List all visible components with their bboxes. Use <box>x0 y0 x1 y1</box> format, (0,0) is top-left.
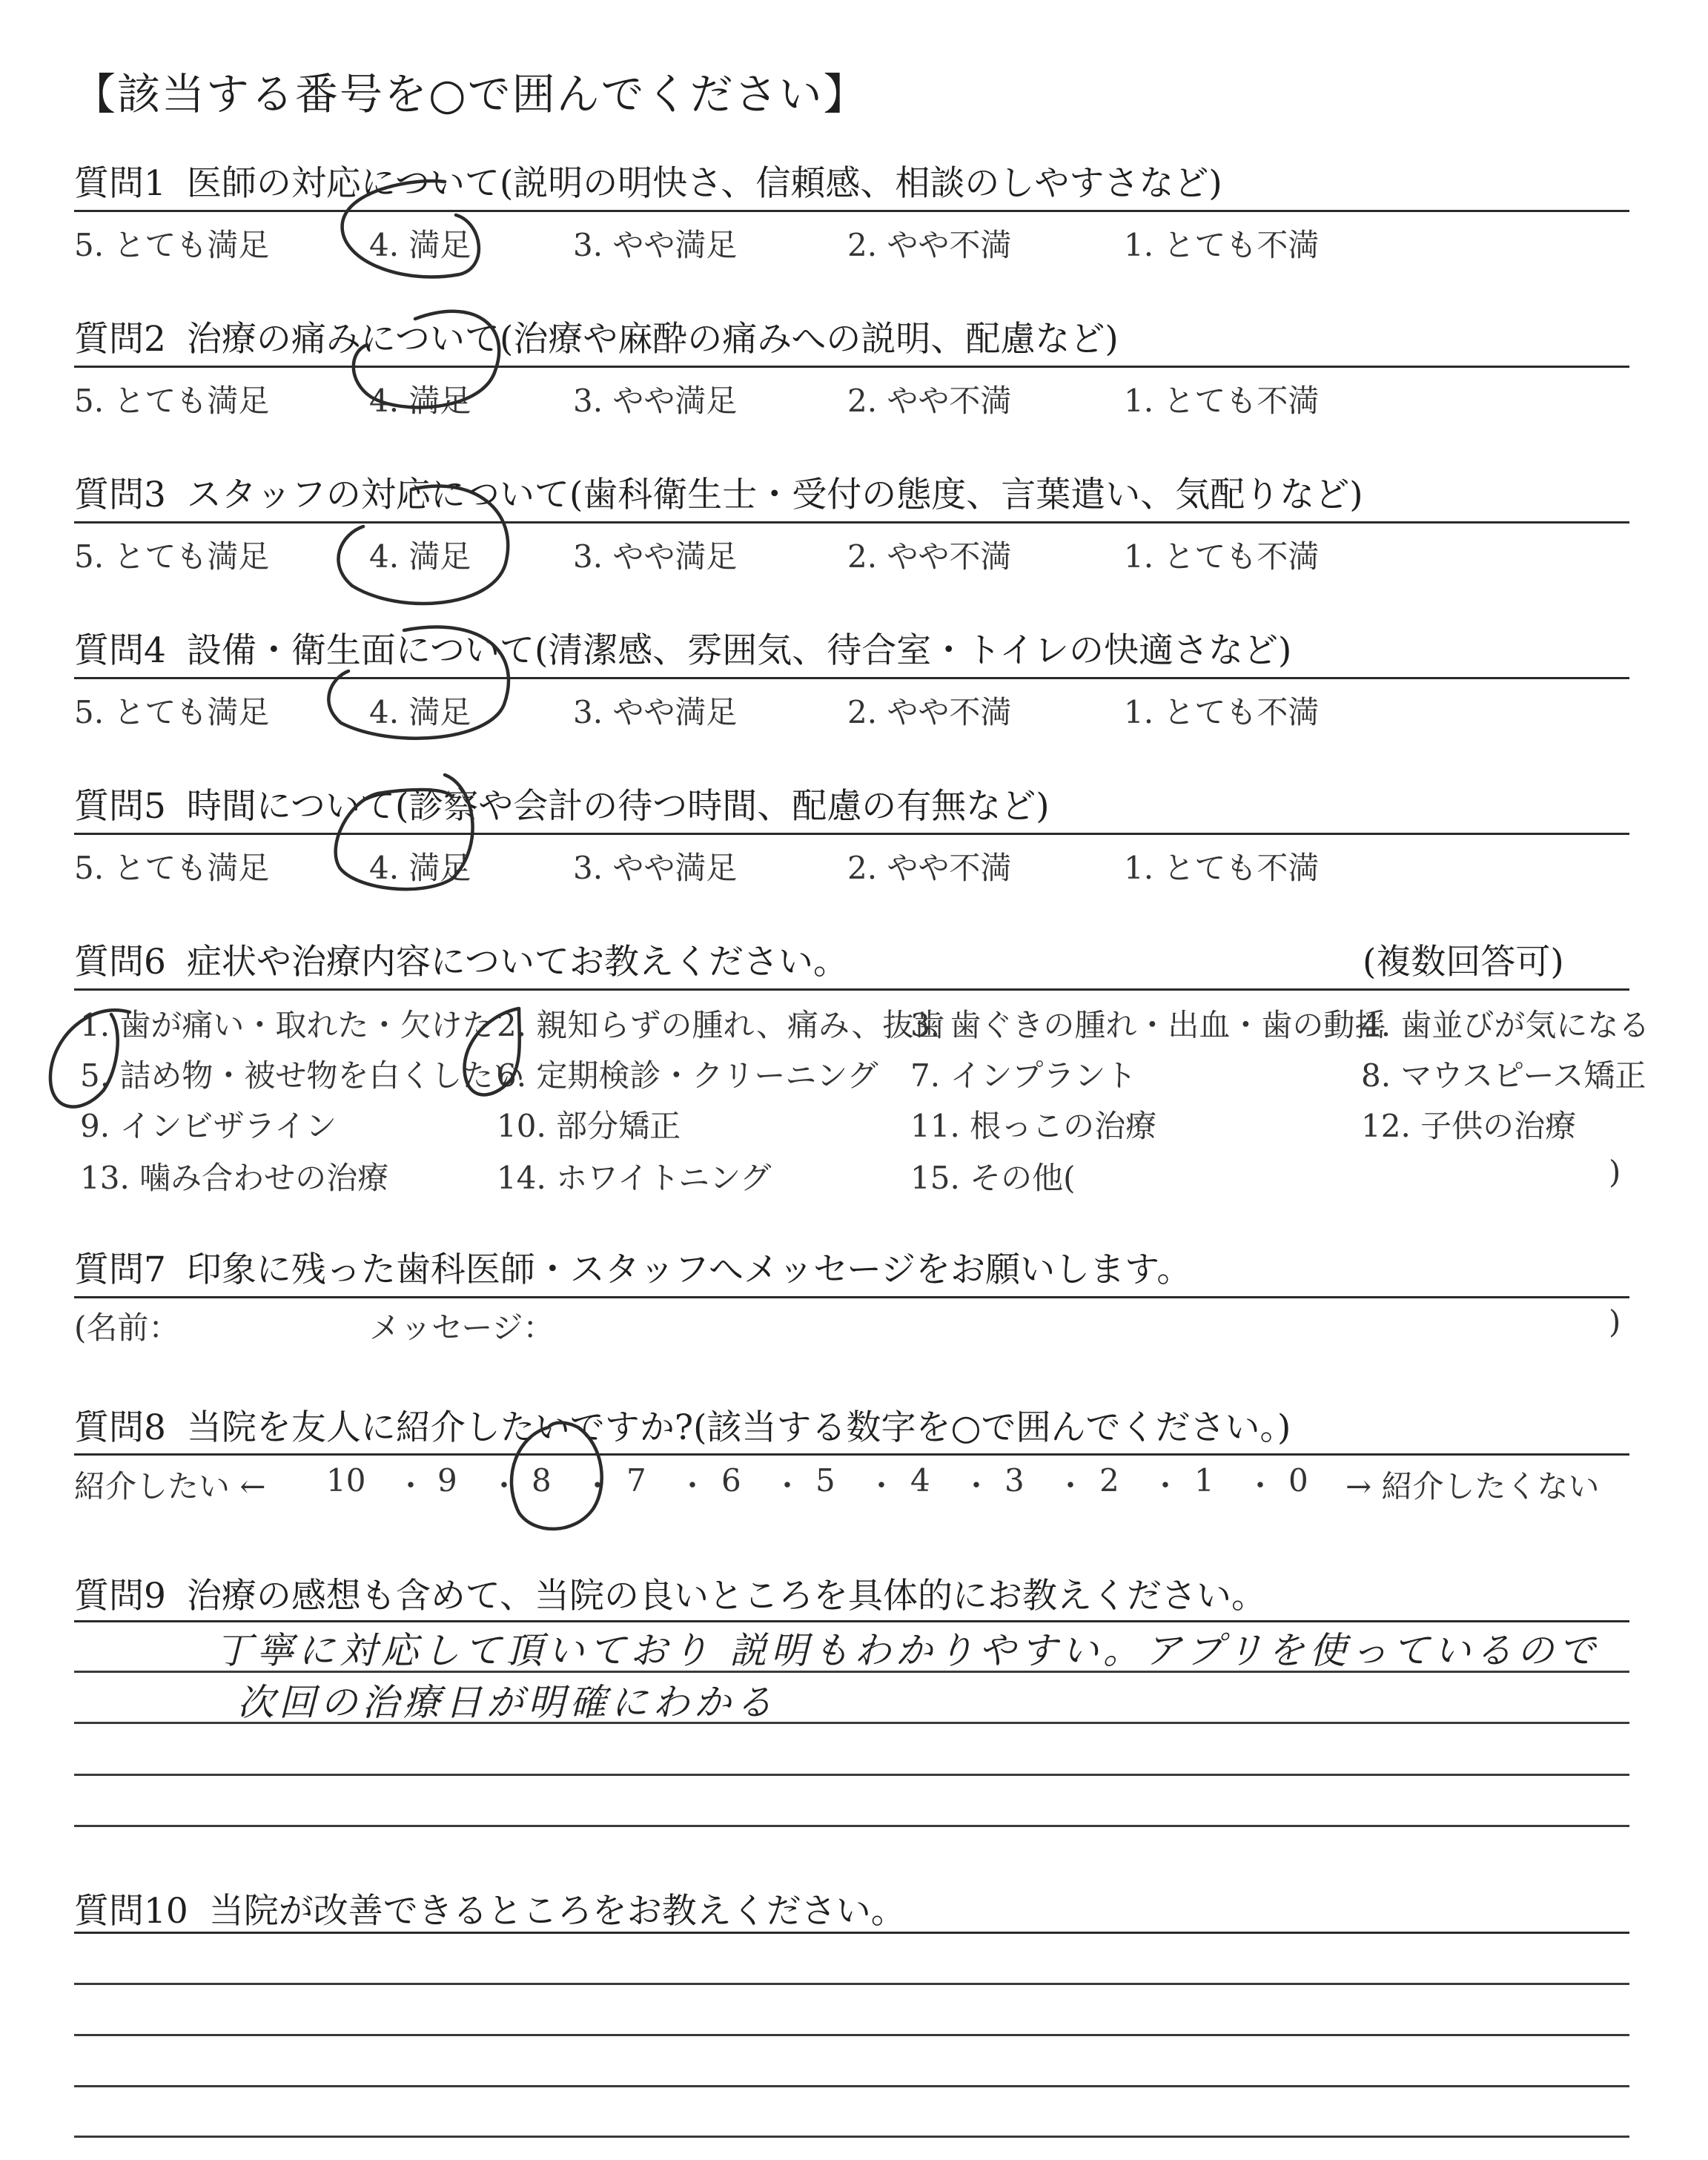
q1-option-1[interactable]: 1. とても不満 <box>1124 227 1320 263</box>
divider <box>74 988 1629 991</box>
q6-option-15[interactable]: 15. その他( <box>910 1160 1076 1196</box>
answer-line <box>74 1774 1629 1776</box>
q2-option-5[interactable]: 5. とても満足 <box>74 383 270 419</box>
q6-option-3[interactable]: 3. 歯ぐきの腫れ・出血・歯の動揺 <box>910 1007 1386 1043</box>
divider <box>74 1453 1629 1456</box>
question-2 <box>74 311 1119 361</box>
answer-line <box>74 2085 1629 2087</box>
question-text: 時間について(診察や会計の待つ時間、配慮の有無など) <box>186 786 1050 827</box>
q2-option-1[interactable]: 1. とても不満 <box>1124 383 1320 419</box>
scale-8[interactable]: 8 <box>532 1462 552 1499</box>
q6-option-5[interactable]: 5. 詰め物・被せ物を白くしたい <box>80 1057 525 1094</box>
question-4 <box>74 623 1291 673</box>
question-number: 質問6 <box>74 942 166 982</box>
divider <box>74 210 1629 212</box>
scale-dot: ・ <box>961 1469 991 1503</box>
message-label: メッセージ： <box>369 1309 555 1346</box>
question-text: 印象に残った歯科医師・スタッフへメッセージをお願いします。 <box>186 1249 1192 1290</box>
q1-option-3[interactable]: 3. やや満足 <box>573 227 738 263</box>
question-text: 治療の感想も含めて、当院の良いところを具体的にお教えください。 <box>186 1576 1266 1616</box>
q1-option-4[interactable]: 4. 満足 <box>369 227 471 263</box>
scale-dot: ・ <box>1056 1469 1085 1503</box>
q4-option-3[interactable]: 3. やや満足 <box>573 694 738 730</box>
question-number: 質問3 <box>74 475 166 515</box>
scale-dot: ・ <box>489 1469 519 1503</box>
question-number: 質問10 <box>74 1891 188 1932</box>
question-8 <box>74 1400 1291 1450</box>
q6-option-4[interactable]: 4. 歯並びが気になる <box>1361 1007 1650 1043</box>
question-text: 症状や治療内容についてお教えください。 <box>186 942 848 982</box>
scale-dot: ・ <box>678 1469 707 1503</box>
answer-line <box>74 1825 1629 1827</box>
q6-option-11[interactable]: 11. 根っこの治療 <box>910 1108 1157 1144</box>
divider <box>74 1296 1629 1298</box>
question-number: 質問9 <box>74 1576 166 1616</box>
scale-7[interactable]: 7 <box>626 1462 646 1499</box>
question-text: 当院を友人に紹介したいですか?(該当する数字を○で囲んでください。) <box>186 1407 1291 1448</box>
question-number: 質問1 <box>74 163 166 204</box>
handwritten-answer-line-1: 丁寧に対応して頂いており 説明もわかりやすい。アプリを使っているので <box>215 1629 1600 1672</box>
question-number: 質問4 <box>74 630 166 671</box>
answer-line <box>74 2136 1629 2138</box>
multiple-answers-note: (複数回答可) <box>1363 942 1564 982</box>
question-text: 当院が改善できるところをお教えください。 <box>208 1891 906 1932</box>
scale-0[interactable]: 0 <box>1288 1462 1308 1499</box>
q4-option-1[interactable]: 1. とても不満 <box>1124 694 1320 730</box>
not-recommend-label: → 紹介したくない <box>1345 1468 1600 1505</box>
q4-option-4[interactable]: 4. 満足 <box>369 694 471 730</box>
divider <box>74 677 1629 679</box>
divider <box>74 833 1629 835</box>
question-9 <box>74 1568 1266 1618</box>
q5-option-3[interactable]: 3. やや満足 <box>573 850 738 886</box>
q3-option-4[interactable]: 4. 満足 <box>369 538 471 575</box>
question-7 <box>74 1242 1191 1292</box>
q1-option-5[interactable]: 5. とても満足 <box>74 227 270 263</box>
q6-option-13[interactable]: 13. 噛み合わせの治療 <box>80 1160 389 1196</box>
question-text: スタッフの対応について(歯科衛生士・受付の態度、言葉遣い、気配りなど) <box>186 475 1363 515</box>
q6-option-6[interactable]: 6. 定期検診・クリーニング <box>497 1057 878 1094</box>
name-label: (名前： <box>74 1309 180 1346</box>
q5-option-4[interactable]: 4. 満足 <box>369 850 471 886</box>
q2-option-3[interactable]: 3. やや満足 <box>573 383 738 419</box>
question-text: 設備・衛生面について(清潔感、雰囲気、待合室・トイレの快適さなど) <box>186 630 1292 671</box>
q2-option-4[interactable]: 4. 満足 <box>369 383 471 419</box>
q1-option-2[interactable]: 2. やや不満 <box>847 227 1012 263</box>
divider <box>74 366 1629 368</box>
q6-option-7[interactable]: 7. インプラント <box>910 1057 1137 1094</box>
question-6 <box>74 934 848 984</box>
scale-dot: ・ <box>867 1469 896 1503</box>
scale-dot: ・ <box>1151 1469 1180 1503</box>
q3-option-1[interactable]: 1. とても不満 <box>1124 538 1320 575</box>
divider <box>74 1932 1629 1934</box>
q3-option-3[interactable]: 3. やや満足 <box>573 538 738 575</box>
question-5 <box>74 779 1050 828</box>
scale-dot: ・ <box>772 1469 802 1503</box>
q5-option-5[interactable]: 5. とても満足 <box>74 850 270 886</box>
question-number: 質問8 <box>74 1407 166 1448</box>
q2-option-2[interactable]: 2. やや不満 <box>847 383 1012 419</box>
question-1 <box>74 156 1222 205</box>
page-title: 【該当する番号を○で囲んでください】 <box>73 69 868 119</box>
q5-option-1[interactable]: 1. とても不満 <box>1124 850 1320 886</box>
message-close: ) <box>1609 1304 1621 1340</box>
answer-line <box>74 1983 1629 1985</box>
q6-option-12[interactable]: 12. 子供の治療 <box>1361 1108 1577 1144</box>
question-number: 質問5 <box>74 786 166 827</box>
q6-option-8[interactable]: 8. マウスピース矯正 <box>1361 1057 1646 1094</box>
question-number: 質問7 <box>74 1249 166 1290</box>
scale-2[interactable]: 2 <box>1099 1462 1119 1499</box>
answer-line <box>74 2034 1629 2036</box>
handwritten-answer-line-2: 次回の治療日が明確にわかる <box>237 1681 777 1724</box>
question-text: 医師の対応について(説明の明快さ、信頼感、相談のしやすさなど) <box>186 163 1222 204</box>
divider <box>74 521 1629 524</box>
q3-option-2[interactable]: 2. やや不満 <box>847 538 1012 575</box>
q4-option-5[interactable]: 5. とても満足 <box>74 694 270 730</box>
scale-10[interactable]: 10 <box>326 1462 366 1499</box>
recommend-label: 紹介したい ← <box>74 1468 266 1505</box>
scale-6[interactable]: 6 <box>721 1462 741 1499</box>
question-3 <box>74 467 1363 517</box>
scale-dot: ・ <box>1245 1469 1275 1503</box>
scale-9[interactable]: 9 <box>437 1462 457 1499</box>
scale-3[interactable]: 3 <box>1004 1462 1025 1499</box>
q6-option-2[interactable]: 2. 親知らずの腫れ、痛み、抜歯 <box>497 1007 945 1043</box>
q6-option-1[interactable]: 1. 歯が痛い・取れた・欠けた <box>80 1007 494 1043</box>
question-number: 質問2 <box>74 319 166 360</box>
q5-option-2[interactable]: 2. やや不満 <box>847 850 1012 886</box>
scale-dot: ・ <box>396 1469 426 1503</box>
scale-dot: ・ <box>583 1469 612 1503</box>
scale-1[interactable]: 1 <box>1194 1462 1214 1499</box>
question-text: 治療の痛みについて(治療や麻酔の痛みへの説明、配慮など) <box>186 319 1119 360</box>
q6-option-9[interactable]: 9. インビザライン <box>80 1108 337 1144</box>
scale-4[interactable]: 4 <box>910 1462 930 1499</box>
question-10 <box>74 1883 906 1933</box>
q6-option-10[interactable]: 10. 部分矯正 <box>497 1108 681 1144</box>
q6-other-close: ) <box>1609 1154 1621 1190</box>
q4-option-2[interactable]: 2. やや不満 <box>847 694 1012 730</box>
q3-option-5[interactable]: 5. とても満足 <box>74 538 270 575</box>
q6-option-14[interactable]: 14. ホワイトニング <box>497 1160 772 1196</box>
scale-5[interactable]: 5 <box>815 1462 835 1499</box>
